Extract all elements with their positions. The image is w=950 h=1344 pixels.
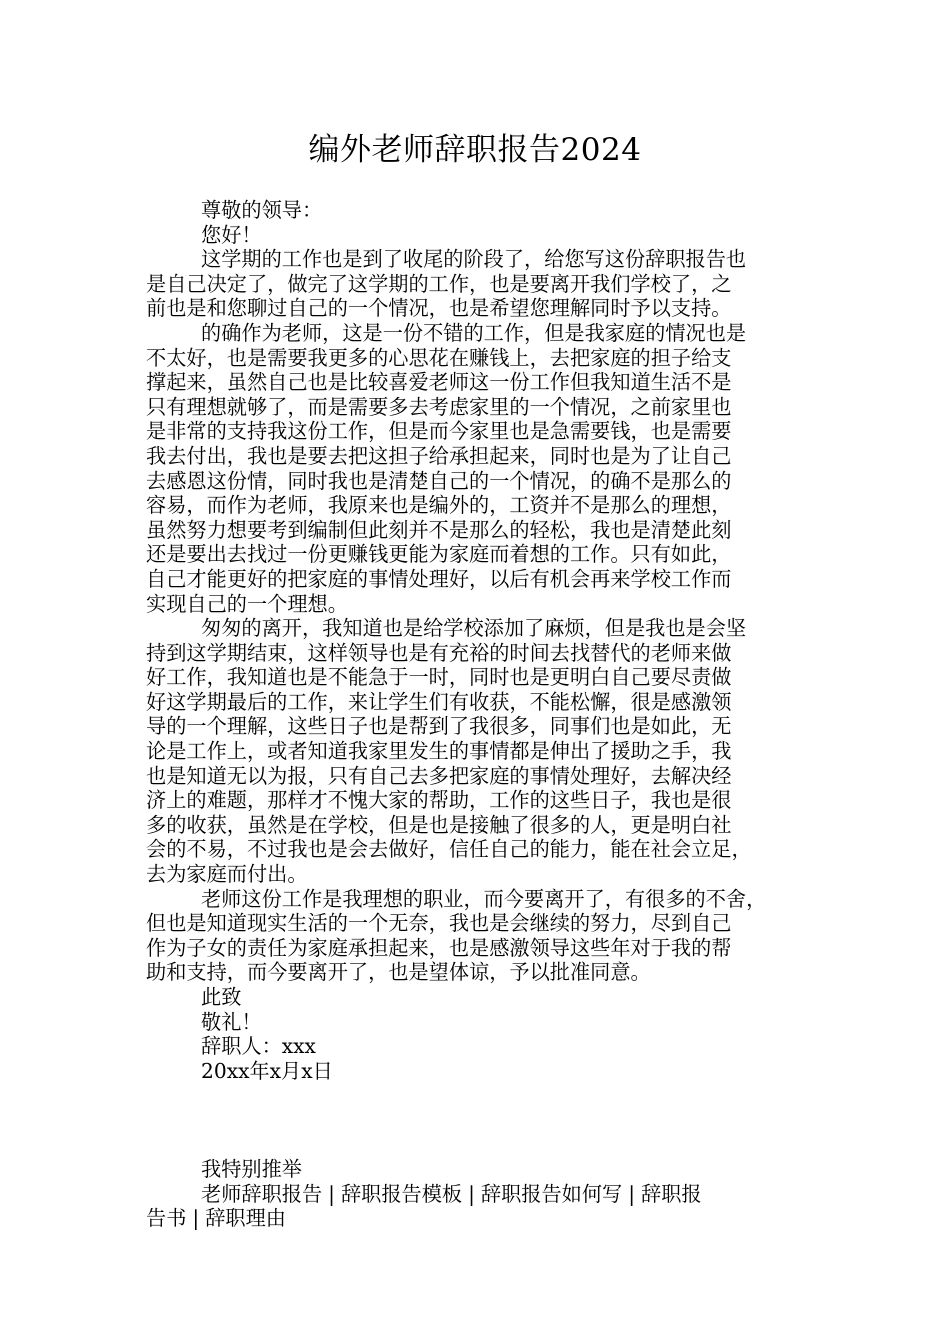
spacer (146, 1083, 812, 1157)
salutation: 尊敬的领导： (201, 198, 323, 222)
paragraph-line: 匆匆的离开，我知道也是给学校添加了麻烦，但是我也是会坚 (201, 616, 747, 641)
link-separator: | (468, 1181, 475, 1206)
paragraph-line: 作为子女的责任为家庭承担起来，也是感激领导这些年对于我的帮 (146, 935, 732, 960)
greeting: 您好！ (201, 222, 262, 247)
paragraph-1 (146, 247, 812, 321)
paragraph-line: 这学期的工作也是到了收尾的阶段了，给您写这份辞职报告也 (201, 247, 747, 272)
link-separator: | (628, 1181, 636, 1206)
paragraph-line: 我去付出，我也是要去把这担子给承担起来，同时也是为了让自己 (146, 443, 732, 468)
paragraph-line: 实现自己的一个理想。 (146, 591, 348, 616)
paragraph-line: 助和支持，而今要离开了，也是望体谅，予以批准同意。 (146, 960, 651, 985)
paragraph-line: 但也是知道现实生活的一个无奈，我也是会继续的努力，尽到自己 (146, 911, 732, 936)
paragraph-line: 去感恩这份情，同时我也是清楚自己的一个情况，的确不是那么的 (146, 468, 732, 493)
recommend-heading: 我特别推举 (201, 1157, 302, 1182)
paragraph-line: 也是知道无以为报，只有自己去多把家庭的事情处理好，去解决经 (146, 763, 732, 788)
signer: 辞职人：xxx (201, 1034, 316, 1059)
paragraph-4 (146, 887, 812, 985)
closing-line: 此致 (201, 985, 242, 1009)
document-body (146, 198, 812, 1231)
paragraph-line: 导的一个理解，这些日子也是帮到了我很多，同事们也是如此，无 (146, 714, 732, 739)
paragraph-line: 济上的难题，那样才不愧大家的帮助，工作的这些日子，我也是很 (146, 788, 732, 813)
paragraph-line: 是自己决定了，做完了这学期的工作，也是要离开我们学校了，之 (146, 271, 732, 296)
paragraph-line: 还是要出去找过一份更赚钱更能为家庭而着想的工作。只有如此， (146, 542, 732, 567)
paragraph-line: 去为家庭而付出。 (146, 862, 308, 887)
date: 20xx年x月x日 (201, 1058, 333, 1083)
paragraph-3 (146, 616, 812, 887)
paragraph-line: 撑起来，虽然自己也是比较喜爱老师这一份工作但我知道生活不是 (146, 370, 732, 395)
paragraph-line: 自己才能更好的把家庭的事情处理好，以后有机会再来学校工作而 (146, 566, 732, 591)
paragraph-line: 只有理想就够了，而是需要多去考虑家里的一个情况，之前家里也 (146, 394, 732, 419)
document-title: 编外老师辞职报告2024 (308, 132, 642, 168)
link-resignation-template[interactable]: 辞职报告模板 (340, 1181, 463, 1206)
recommend-links-line (146, 1182, 812, 1207)
closing (146, 985, 812, 1083)
link-teacher-resignation[interactable]: 老师辞职报告 (201, 1181, 323, 1206)
recommend-section (146, 1157, 812, 1231)
paragraph-line: 好工作，我知道也是不能急于一时，同时也是更明白自己要尽责做 (146, 665, 732, 690)
paragraph-line: 容易，而作为老师，我原来也是编外的，工资并不是那么的理想， (146, 493, 732, 518)
paragraph-line: 论是工作上，或者知道我家里发生的事情都是伸出了援助之手，我 (146, 739, 732, 764)
link-separator: | (328, 1181, 335, 1206)
link-resignation-reason[interactable]: 辞职理由 (205, 1206, 286, 1231)
paragraph-line: 会的不易，不过我也是会去做好，信任自己的能力，能在社会立足， (146, 837, 752, 862)
paragraph-2 (146, 321, 812, 616)
paragraph-line: 持到这学期结束，这样领导也是有充裕的时间去找替代的老师来做 (146, 640, 732, 665)
paragraph-line: 的确作为老师，这是一份不错的工作，但是我家庭的情况也是 (201, 320, 747, 345)
link-resignation-letter-part1[interactable]: 辞职报 (641, 1181, 702, 1206)
paragraph-line: 不太好，也是需要我更多的心思花在赚钱上，去把家庭的担子给支 (146, 345, 732, 370)
closing-salute: 敬礼！ (201, 1009, 262, 1034)
paragraph-line: 多的收获，虽然是在学校，但是也是接触了很多的人，更是明白社 (146, 812, 732, 837)
paragraph-line: 是非常的支持我这份工作，但是而今家里也是急需要钱，也是需要 (146, 419, 732, 444)
recommend-links-line (146, 1206, 812, 1231)
link-separator: | (192, 1206, 200, 1231)
paragraph-line: 老师这份工作是我理想的职业，而今要离开了，有很多的不舍， (201, 886, 767, 911)
link-resignation-letter-part2[interactable]: 告书 (146, 1206, 187, 1231)
paragraph-line: 前也是和您聊过自己的一个情况，也是希望您理解同时予以支持。 (146, 296, 732, 321)
paragraph-line: 好这学期最后的工作，来让学生们有收获，不能松懈，很是感激领 (146, 689, 732, 714)
paragraph-line: 虽然努力想要考到编制但此刻并不是那么的轻松，我也是清楚此刻 (146, 517, 732, 542)
link-how-to-write[interactable]: 辞职报告如何写 (480, 1181, 623, 1206)
